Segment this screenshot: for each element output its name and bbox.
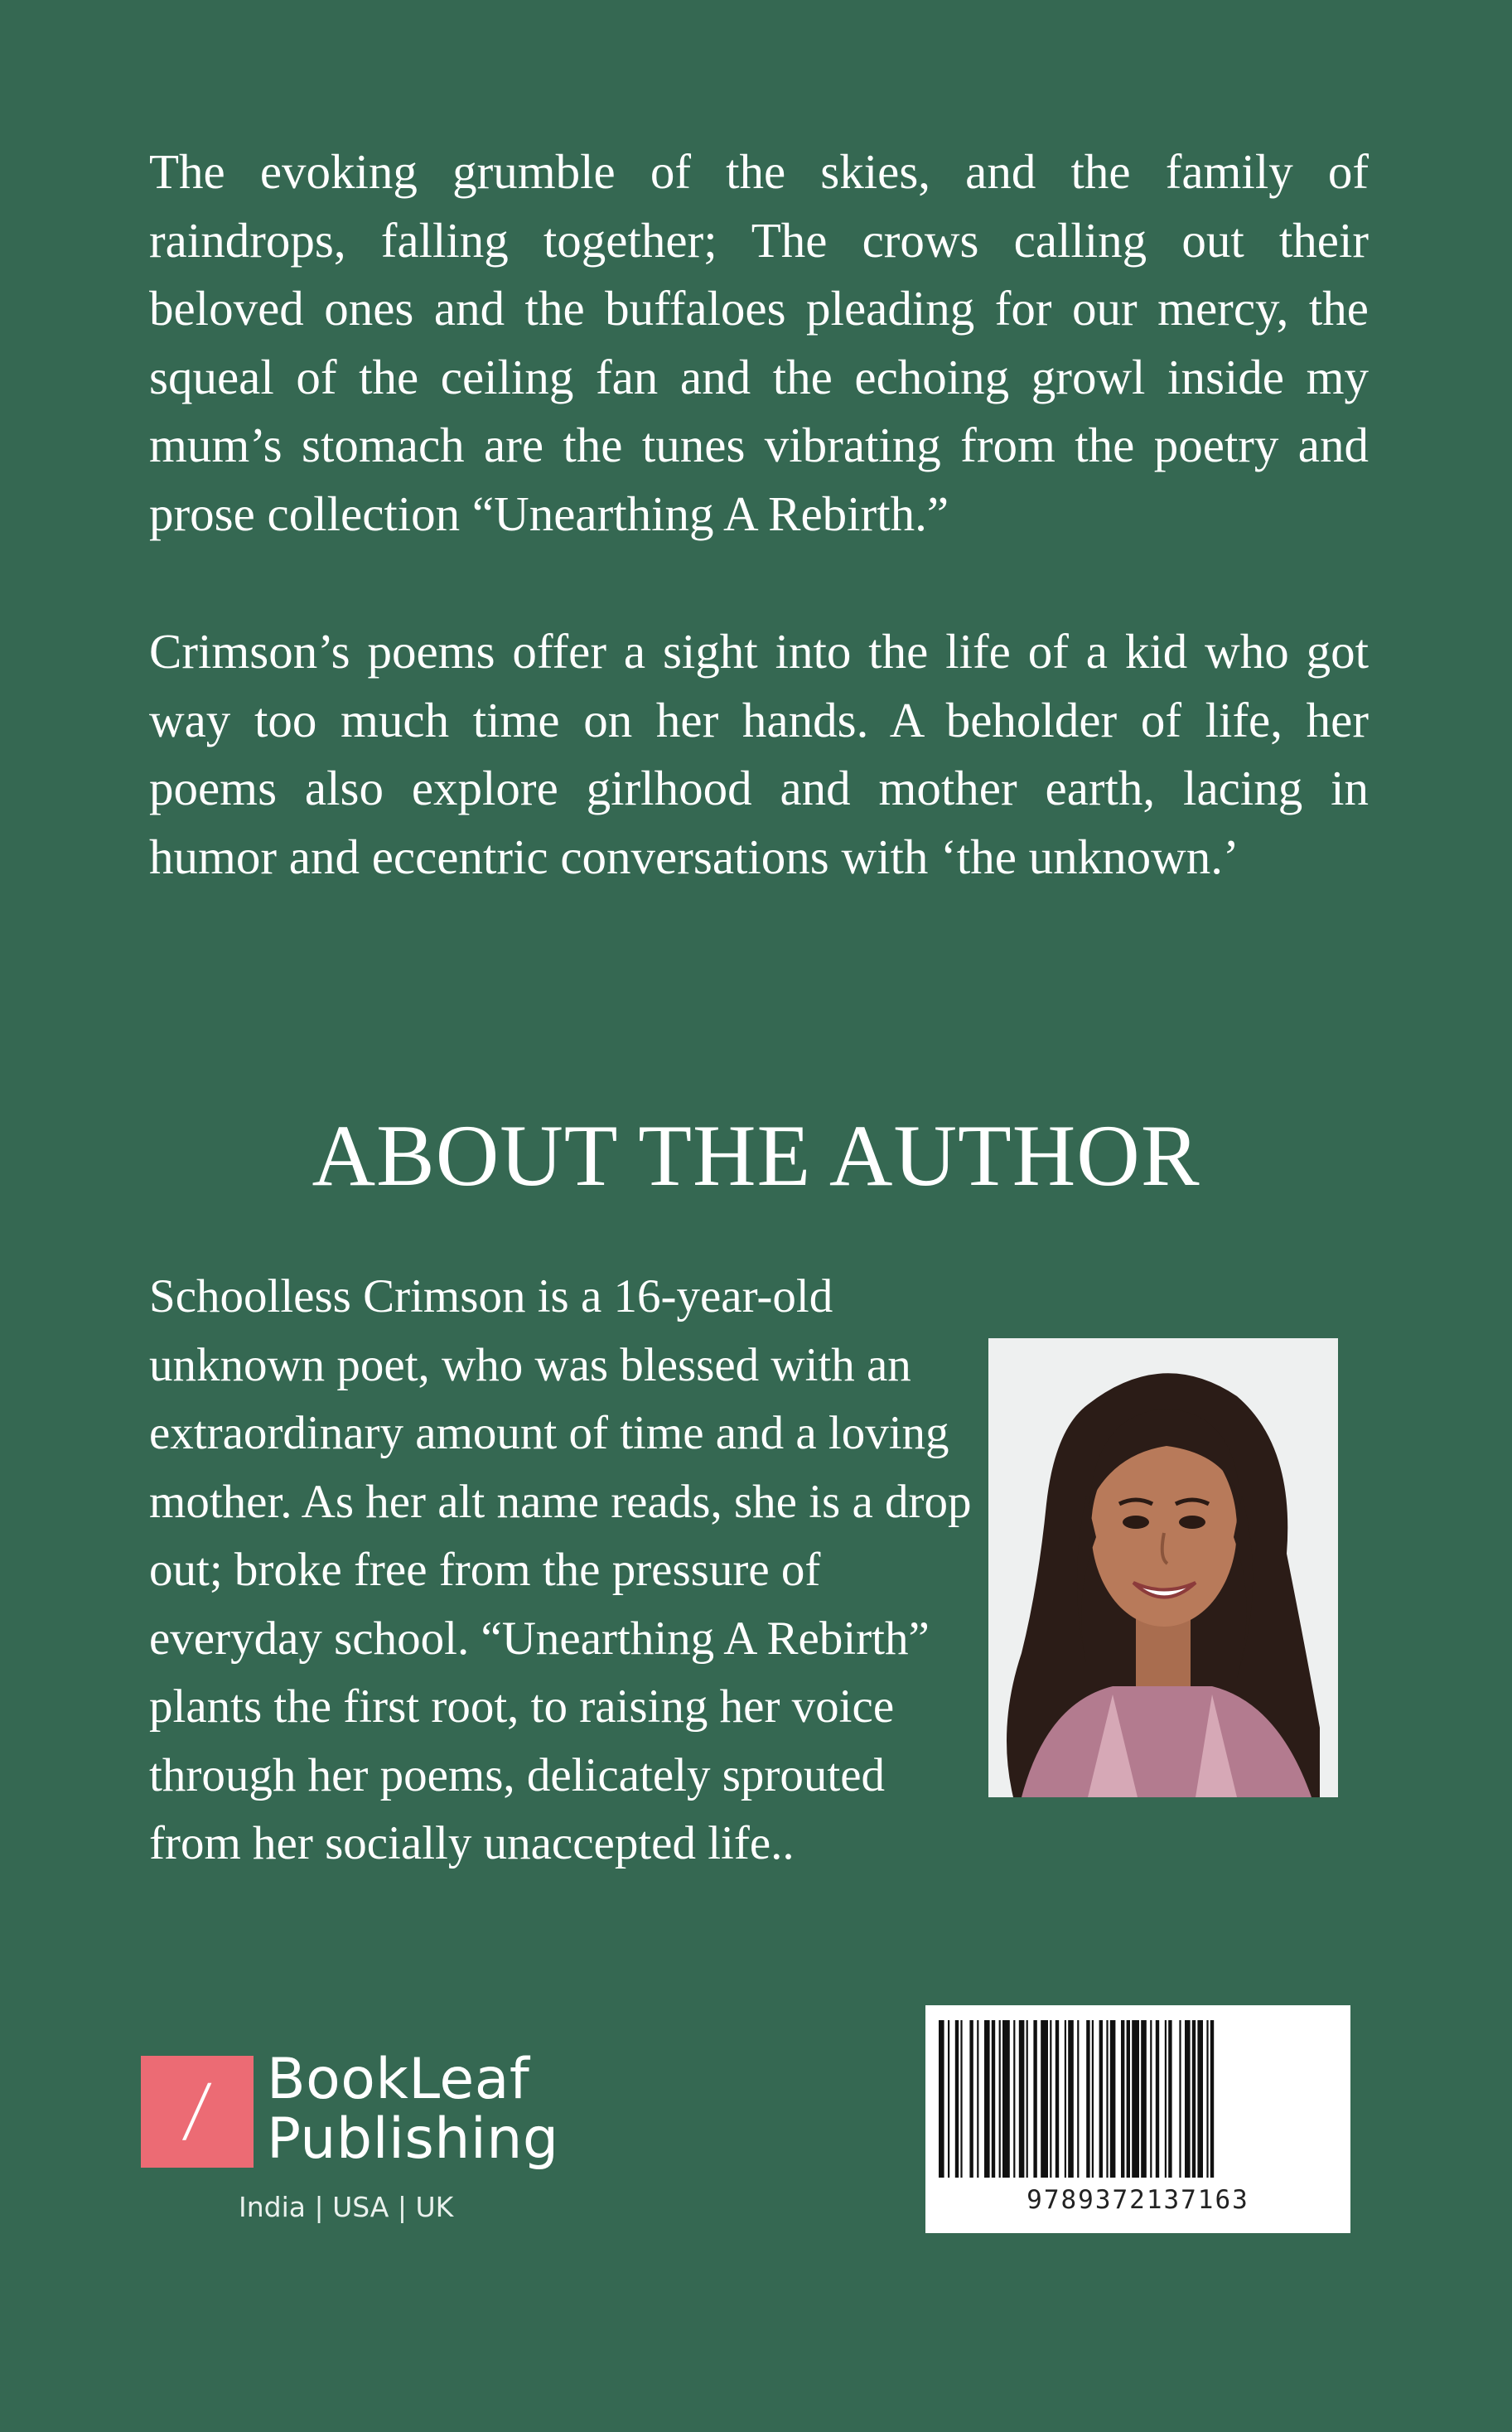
barcode-bar <box>939 2020 944 2178</box>
barcode-bar <box>1041 2020 1048 2178</box>
barcode-bar <box>1132 2020 1139 2178</box>
barcode-bar <box>1065 2020 1066 2178</box>
barcode-bar <box>1092 2020 1094 2178</box>
barcode-bar <box>969 2020 973 2178</box>
barcode-bar <box>1121 2020 1124 2178</box>
barcode-bar <box>984 2020 990 2178</box>
barcode-bar <box>1210 2020 1214 2178</box>
barcode-bar <box>960 2020 962 2178</box>
barcode-bar <box>999 2020 1001 2178</box>
barcode-bar <box>1027 2020 1028 2178</box>
barcode-bar <box>1185 2020 1191 2178</box>
barcode-bar <box>1168 2020 1171 2178</box>
barcode-bar <box>1086 2020 1089 2178</box>
blurb-paragraph-1: The evoking grumble of the skies, and the family of raindrops, falling together; The crows calling out their beloved ones and the buffaloes pleading for our mercy, the squeal of the ceiling fan and the echoing growl inside my mum’s stomach are the tunes vibrating from the poetry and prose collection “Unearthing A Rebirth.” <box>149 144 1369 541</box>
barcode-bar <box>1127 2020 1130 2178</box>
barcode-bar <box>1156 2020 1159 2178</box>
author-portrait-illustration <box>988 1338 1338 1797</box>
barcode-bar <box>955 2020 959 2178</box>
isbn-number: 9789372137163 <box>1027 2185 1249 2215</box>
barcode-bar <box>1033 2020 1036 2178</box>
publisher-locations: India | USA | UK <box>239 2191 454 2223</box>
about-author-heading: ABOUT THE AUTHOR <box>312 1107 1200 1204</box>
barcode-bar <box>1068 2020 1074 2178</box>
barcode-bar <box>1099 2020 1103 2178</box>
author-bio: Schoolless Crimson is a 16-year-old unknown poet, who was blessed with an extraordinary amount of time and a loving mother. As her alt name reads, she is a drop out; broke free from the pressure of everyday school. “Unearthing A Rebirth” plants the first root, to raising her voice through her poems, delicately sprouted from her socially unaccepted life.. <box>149 1270 972 1869</box>
barcode-bar <box>1197 2020 1203 2178</box>
publisher-logo <box>141 2047 559 2236</box>
barcode-bar <box>1110 2020 1116 2178</box>
barcode-bar <box>1141 2020 1147 2178</box>
barcode-bar <box>1106 2020 1108 2178</box>
publisher-name-line-1: BookLeaf <box>267 2047 530 2112</box>
barcode-bar <box>1150 2020 1152 2178</box>
barcode-bar <box>1192 2020 1196 2178</box>
barcode-bar <box>977 2020 978 2178</box>
barcode-bar <box>1165 2020 1167 2178</box>
barcode-bar <box>1019 2020 1025 2178</box>
barcode-bar <box>948 2020 949 2178</box>
author-photo <box>988 1338 1338 1797</box>
barcode-bar <box>1056 2020 1059 2178</box>
barcode-bar <box>1077 2020 1079 2178</box>
slash-icon: / <box>179 2068 215 2150</box>
barcode-bar <box>1206 2020 1208 2178</box>
barcode-bar <box>1050 2020 1051 2178</box>
blurb-paragraph-2: Crimson’s poems offer a sight into the life of a kid who got way too much time on her hands. A beholder of life, her poems also explore girlhood and mother earth, lacing in humor and eccentric conversations with ‘the unknown.’ <box>149 624 1369 884</box>
barcode-bar <box>992 2020 995 2178</box>
barcode-bar <box>1179 2020 1181 2178</box>
barcode-bar <box>1002 2020 1010 2178</box>
publisher-name-line-2: Publishing <box>267 2106 559 2172</box>
barcode-bar <box>1013 2020 1015 2178</box>
isbn-barcode <box>925 2005 1350 2233</box>
